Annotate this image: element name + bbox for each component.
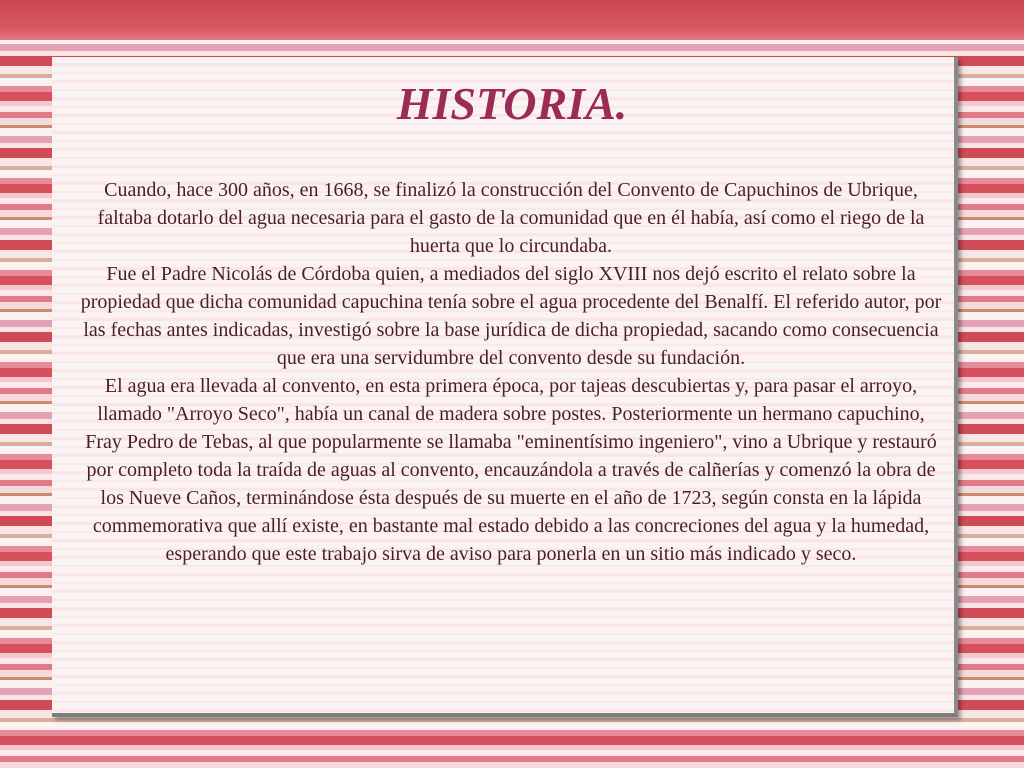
paragraph-2: Fue el Padre Nicolás de Córdoba quien, a mediados del siglo XVIII nos dejó escrito el relato sobre la propiedad que dicha comunidad capuchina tenía sobre el agua procedente del Benalfí. El referido autor, por las fechas antes indicadas, investigó sobre la base jurídica de dicha propiedad, sacando como consecuencia que era una servidumbre del convento desde su fundación.: [80, 263, 942, 369]
paragraph-3: El agua era llevada al convento, en esta primera época, por tajeas descubiertas y, para pasar el arroyo, llamado "Arroyo Seco", había un canal de madera sobre postes. Posteriormente un hermano capuchino, Fray Pedro de Tebas, al que popularmente se llamaba "eminentísimo ingeniero", vino a Ubrique y restauró por completo toda la traída de aguas al convento, encauzándola a través de calñerías y comenzó la obra de los Nueve Caños, terminándose ésta después de su muerte en el año de 1723, según consta en la lápida commemorativa que allí existe, en bastante mal estado debido a las concreciones del agua y la humedad, esperando que este trabajo sirva de aviso para ponerla en un sitio más indicado y seco.: [85, 375, 937, 565]
slide-body: [80, 176, 942, 568]
top-stripe-band: [0, 0, 1024, 40]
paragraph-1: Cuando, hace 300 años, en 1668, se finalizó la construcción del Convento de Capuchinos de Ubrique, faltaba dotarlo del agua necesaria para el gasto de la comunidad que en él había, así como el riego de la huerta que lo circundaba.: [97, 179, 925, 257]
slide-title: HISTORIA.: [396, 78, 628, 129]
